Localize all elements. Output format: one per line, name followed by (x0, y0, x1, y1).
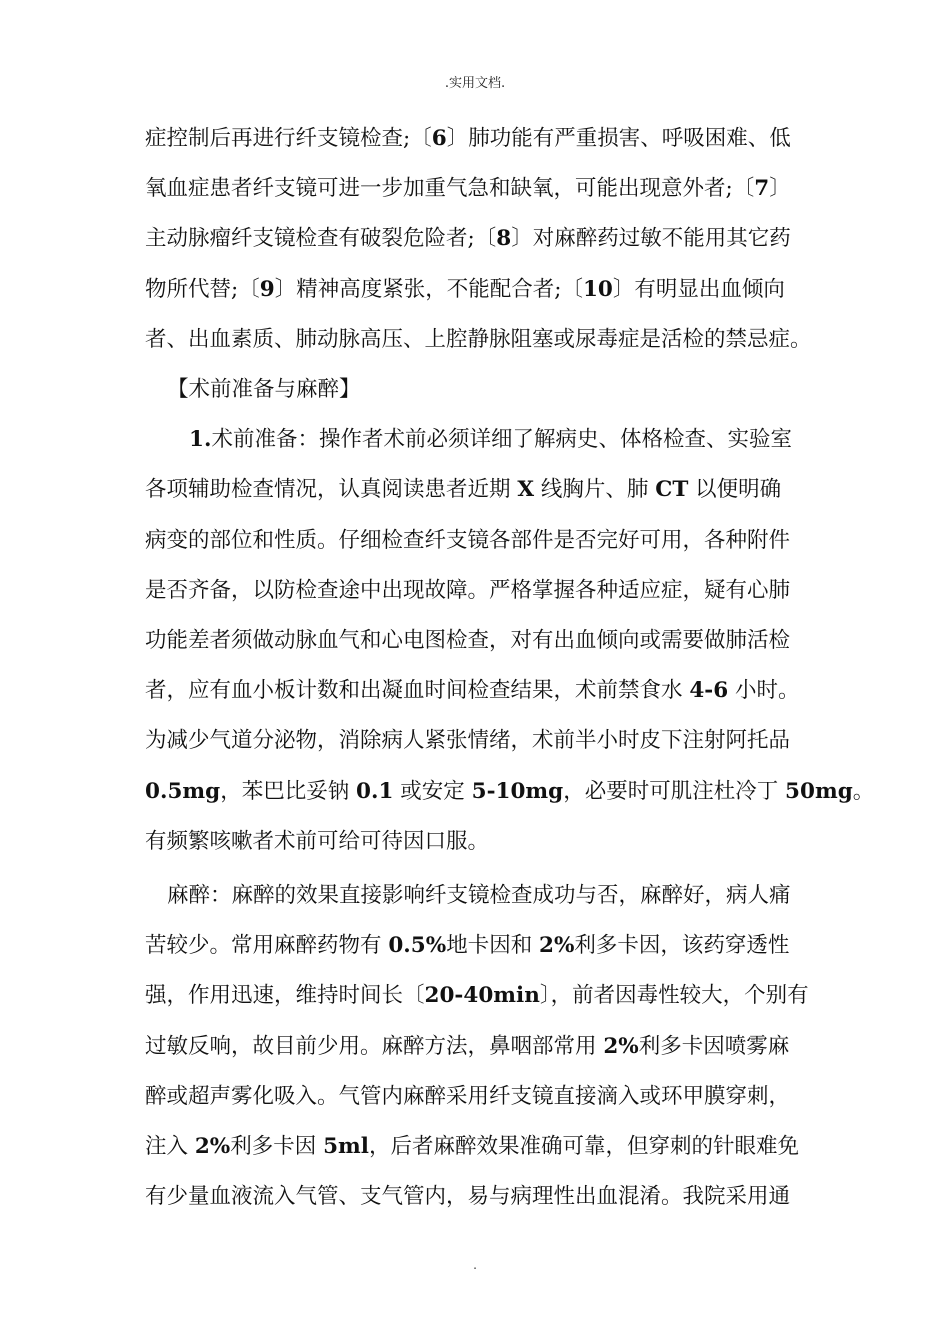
document-body (145, 114, 875, 1222)
text-line: 1.术前准备：操作者术前必须详细了解病史、体格检查、实验室 (189, 427, 792, 453)
text-line: 功能差者须做动脉血气和心电图检查，对有出血倾向或需要做肺活检 (145, 628, 791, 654)
text-line: 有少量血液流入气管、支气管内，易与病理性出血混淆。我院采用通 (145, 1184, 791, 1210)
section-heading (145, 365, 807, 415)
text-line: 苦较少。常用麻醉药物有 0.5%地卡因和 2%利多卡因，该药穿透性 (145, 933, 790, 959)
text-line: 有频繁咳嗽者术前可给可待因口服。 (145, 828, 490, 854)
text-line: 0.5mg，苯巴比妥钠 0.1 或安定 5-10mg，必要时可肌注杜冷丁 50mg。 (145, 778, 875, 804)
text-line: 者，应有血小板计数和出凝血时间检查结果，术前禁食水 4-6 小时。 (145, 678, 800, 704)
text-line: 为减少气道分泌物，消除病人紧张情绪，术前半小时皮下注射阿托品 (145, 728, 791, 754)
text-line: 病变的部位和性质。仔细检查纤支镜各部件是否完好可用，各种附件 (145, 527, 791, 553)
paragraph-contraindications (145, 114, 812, 365)
section-heading-text: 【术前准备与麻醉】 (167, 377, 361, 403)
text-line: 醉或超声雾化吸入。气管内麻醉采用纤支镜直接滴入或环甲膜穿刺， (145, 1083, 791, 1109)
text-line: 者、出血素质、肺动脉高压、上腔静脉阻塞或尿毒症是活检的禁忌症。 (145, 326, 812, 352)
text-line: 症控制后再进行纤支镜检查;〔6〕肺功能有严重损害、呼吸困难、低 (145, 126, 791, 151)
paragraph-anesthesia (145, 871, 807, 1222)
page-header: .实用文档. (444, 76, 506, 91)
text-line: 氧血症患者纤支镜可进一步加重气急和缺氧，可能出现意外者;〔7〕 (145, 176, 791, 202)
text-line: 主动脉瘤纤支镜检查有破裂危险者;〔8〕对麻醉药过敏不能用其它药 (145, 226, 791, 252)
paragraph-preparation (145, 415, 875, 867)
text-line: 是否齐备，以防检查途中出现故障。严格掌握各种适应症，疑有心肺 (145, 577, 791, 603)
text-line: 麻醉：麻醉的效果直接影响纤支镜检查成功与否，麻醉好，病人痛 (167, 883, 791, 909)
text-line: 注入 2%利多卡因 5ml，后者麻醉效果准确可靠，但穿刺的针眼难免 (145, 1134, 799, 1160)
text-line: 强，作用迅速，维持时间长〔20-40min〕，前者因毒性较大，个别有 (145, 983, 809, 1009)
text-line: 过敏反响，故目前少用。麻醉方法，鼻咽部常用 2%利多卡因喷雾麻 (145, 1033, 790, 1059)
page-footer: . (473, 1258, 477, 1272)
text-line: 物所代替;〔9〕精神高度紧张，不能配合者;〔10〕有明显出血倾向 (145, 276, 785, 302)
text-line: 各项辅助检查情况，认真阅读患者近期 X 线胸片、肺 CT 以便明确 (145, 477, 782, 503)
